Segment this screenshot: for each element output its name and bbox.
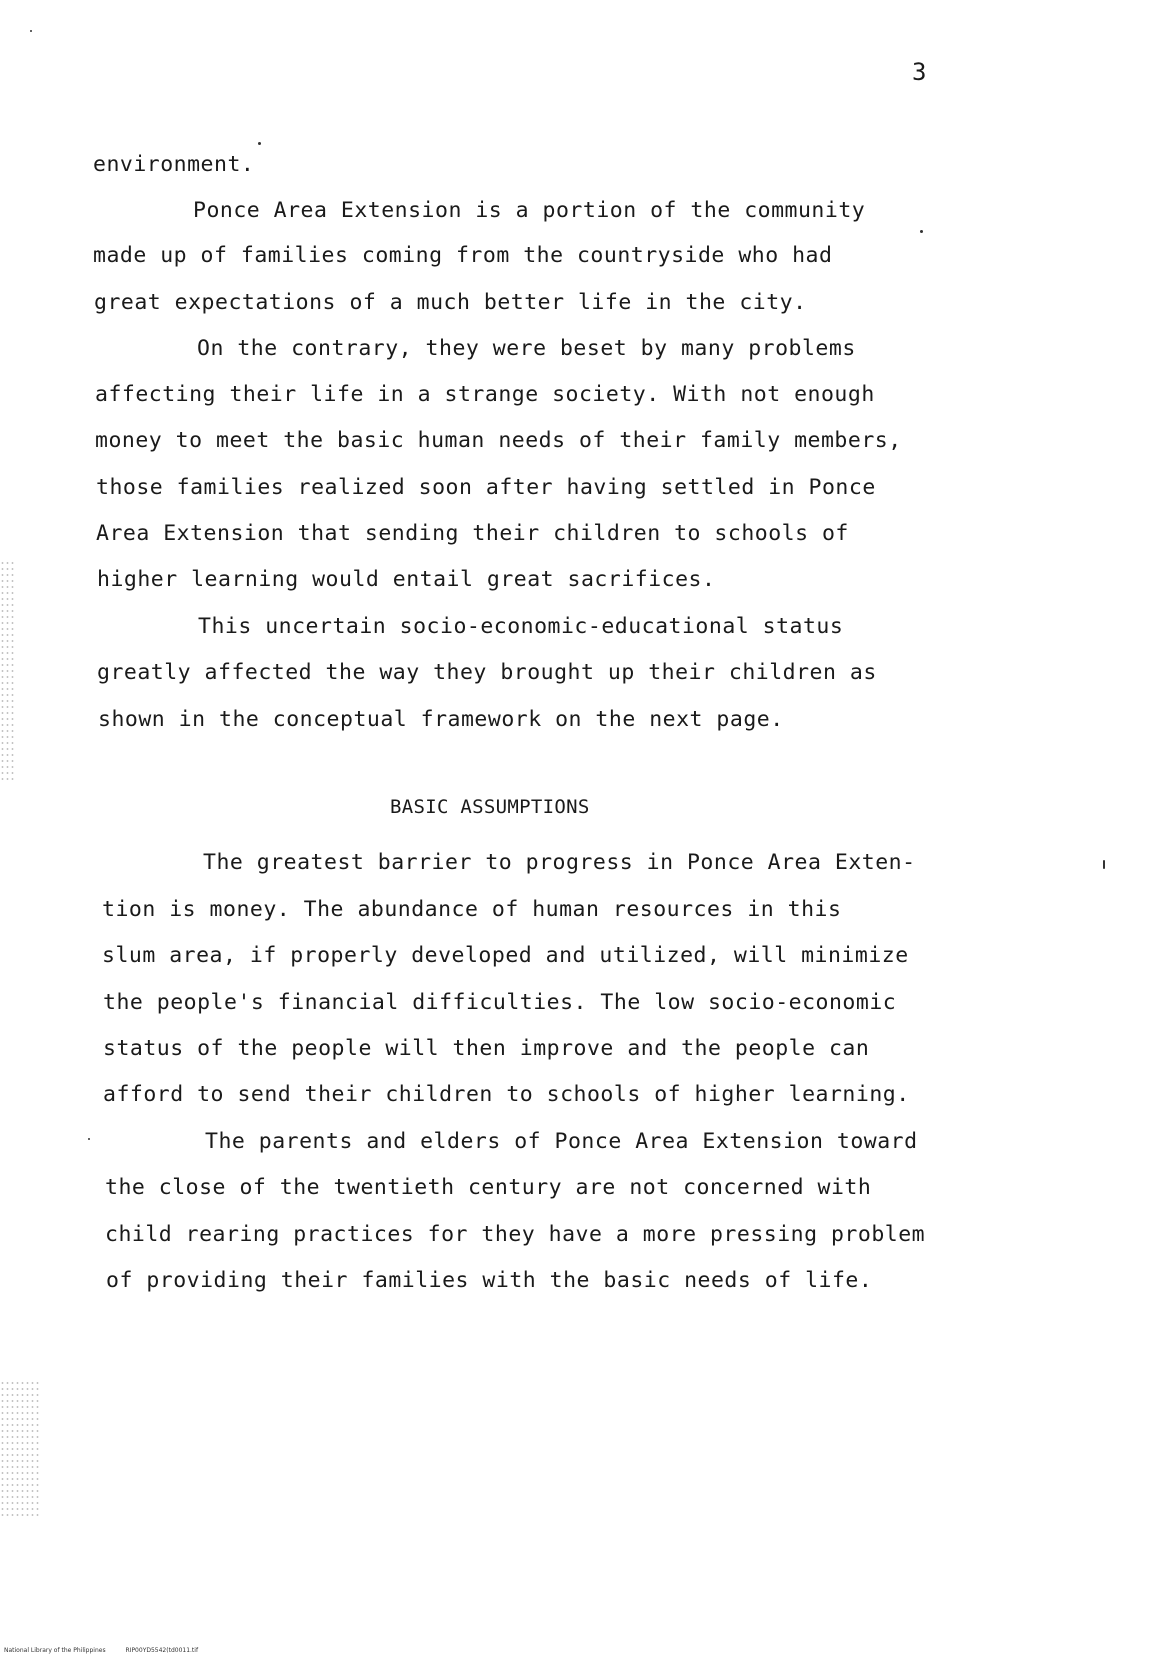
- text-line: On the contrary, they were beset by many problems: [197, 336, 856, 361]
- scan-edge-noise: [0, 1380, 40, 1520]
- scan-footer: [4, 1647, 216, 1654]
- scan-speck: [920, 230, 923, 233]
- text-line: This uncertain socio-economic-educational status: [198, 614, 844, 639]
- text-line: those families realized soon after having settled in Ponce: [96, 475, 876, 500]
- scan-speck: [258, 142, 261, 145]
- scan-edge-noise: [0, 560, 14, 780]
- text-line: environment.: [93, 152, 255, 177]
- text-line: afford to send their children to schools of higher learning.: [103, 1082, 910, 1107]
- text-line: great expectations of a much better life in the city.: [94, 290, 807, 315]
- text-line: of providing their families with the basic needs of life.: [106, 1268, 873, 1293]
- text-line: greatly affected the way they brought up their children as: [97, 660, 877, 685]
- scan-speck: [1103, 860, 1105, 869]
- text-line: the people's financial difficulties. The low socio-economic: [103, 990, 897, 1015]
- footer-library: National Library of the Philippines: [4, 1647, 106, 1654]
- text-line: The parents and elders of Ponce Area Extension toward: [205, 1129, 918, 1154]
- text-line: Ponce Area Extension is a portion of the community: [193, 198, 866, 223]
- text-line: The greatest barrier to progress in Ponce Area Exten-: [203, 850, 916, 875]
- text-line: money to meet the basic human needs of their family members,: [95, 428, 902, 453]
- text-line: child rearing practices for they have a more pressing problem: [105, 1222, 926, 1247]
- footer-filename: RIP00YD5542(td0011.tif: [125, 1647, 199, 1654]
- scan-speck: [88, 1138, 90, 1140]
- text-line: Area Extension that sending their children to schools of: [96, 521, 849, 546]
- page-number: 3: [912, 58, 927, 86]
- text-line: status of the people will then improve and the people can: [103, 1036, 870, 1061]
- text-line: made up of families coming from the countryside who had: [93, 243, 833, 268]
- text-line: the close of the twentieth century are not concerned with: [105, 1175, 872, 1200]
- text-line: affecting their life in a strange society. With not enough: [95, 382, 875, 407]
- scan-speck: [30, 30, 32, 32]
- text-line: shown in the conceptual framework on the next page.: [98, 707, 784, 732]
- text-line: tion is money. The abundance of human resources in this: [102, 897, 842, 922]
- text-line: slum area, if properly developed and utilized, will minimize: [102, 943, 909, 968]
- section-heading: BASIC ASSUMPTIONS: [390, 796, 590, 818]
- text-line: higher learning would entail great sacrifices.: [97, 567, 716, 592]
